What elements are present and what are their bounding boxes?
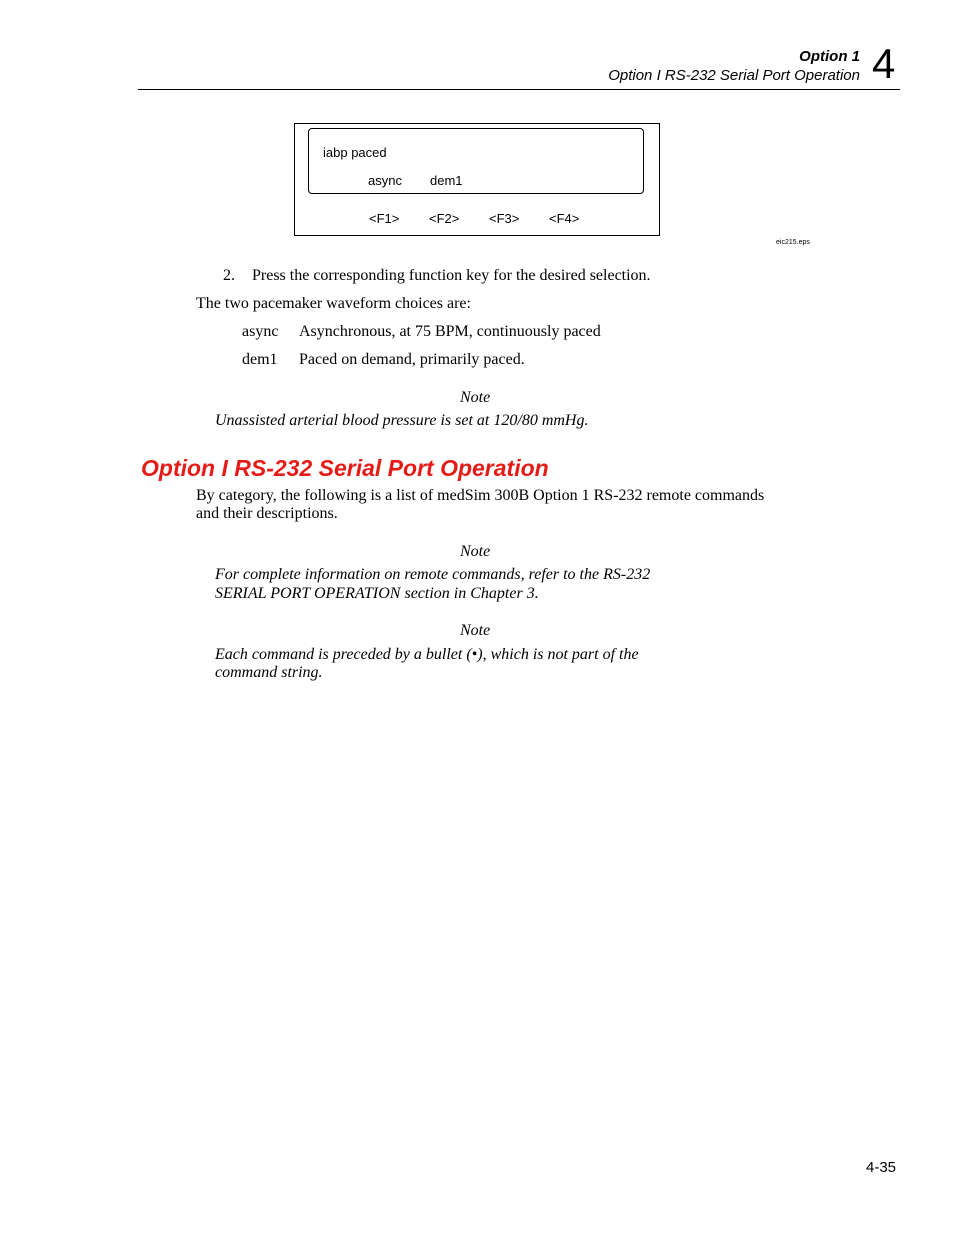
lcd-option-async: async: [368, 173, 402, 188]
function-key-f1: <F1>: [369, 211, 400, 226]
running-header: [608, 47, 860, 85]
figure-label: eic215.eps: [776, 239, 810, 246]
note-text-line2: SERIAL PORT OPERATION section in Chapter 3.: [215, 585, 539, 602]
section-intro-line1: By category, the following is a list of medSim 300B Option 1 RS-232 remote commands: [196, 487, 765, 504]
note-title: Note: [460, 622, 491, 639]
function-key-f2: <F2>: [429, 211, 460, 226]
choice-desc-async: Asynchronous, at 75 BPM, continuously paced: [299, 323, 601, 340]
lcd-figure: [294, 123, 660, 236]
section-intro-line2: and their descriptions.: [196, 505, 338, 522]
lcd-option-dem1: dem1: [430, 173, 463, 188]
step-number: 2.: [223, 267, 235, 284]
choices-intro: The two pacemaker waveform choices are:: [196, 295, 471, 312]
lcd-line-iabp-paced: iabp paced: [323, 145, 387, 160]
page-number: 4-35: [866, 1159, 897, 1176]
note-text-line1: Each command is preceded by a bullet (•), which is not part of the: [215, 646, 639, 663]
note-title: Note: [460, 389, 491, 406]
note-text: Unassisted arterial blood pressure is set at 120/80 mmHg.: [215, 412, 589, 429]
step-text: Press the corresponding function key for the desired selection.: [252, 267, 651, 284]
note-text-line1: For complete information on remote commands, refer to the RS-232: [215, 566, 651, 583]
header-rule: [138, 89, 900, 90]
function-key-f4: <F4>: [549, 211, 580, 226]
function-key-f3: <F3>: [489, 211, 520, 226]
note-title: Note: [460, 543, 491, 560]
section-heading: Option I RS-232 Serial Port Operation: [141, 455, 549, 481]
header-section-title: Option 1: [799, 48, 860, 65]
header-subsection-title: Option I RS-232 Serial Port Operation: [608, 67, 860, 84]
choice-term-async: async: [242, 323, 279, 340]
chapter-number: 4: [872, 40, 896, 87]
choice-term-dem1: dem1: [242, 351, 278, 368]
choice-desc-dem1: Paced on demand, primarily paced.: [299, 351, 525, 368]
note-text-line2: command string.: [215, 664, 323, 681]
lcd-screen: [308, 128, 644, 194]
